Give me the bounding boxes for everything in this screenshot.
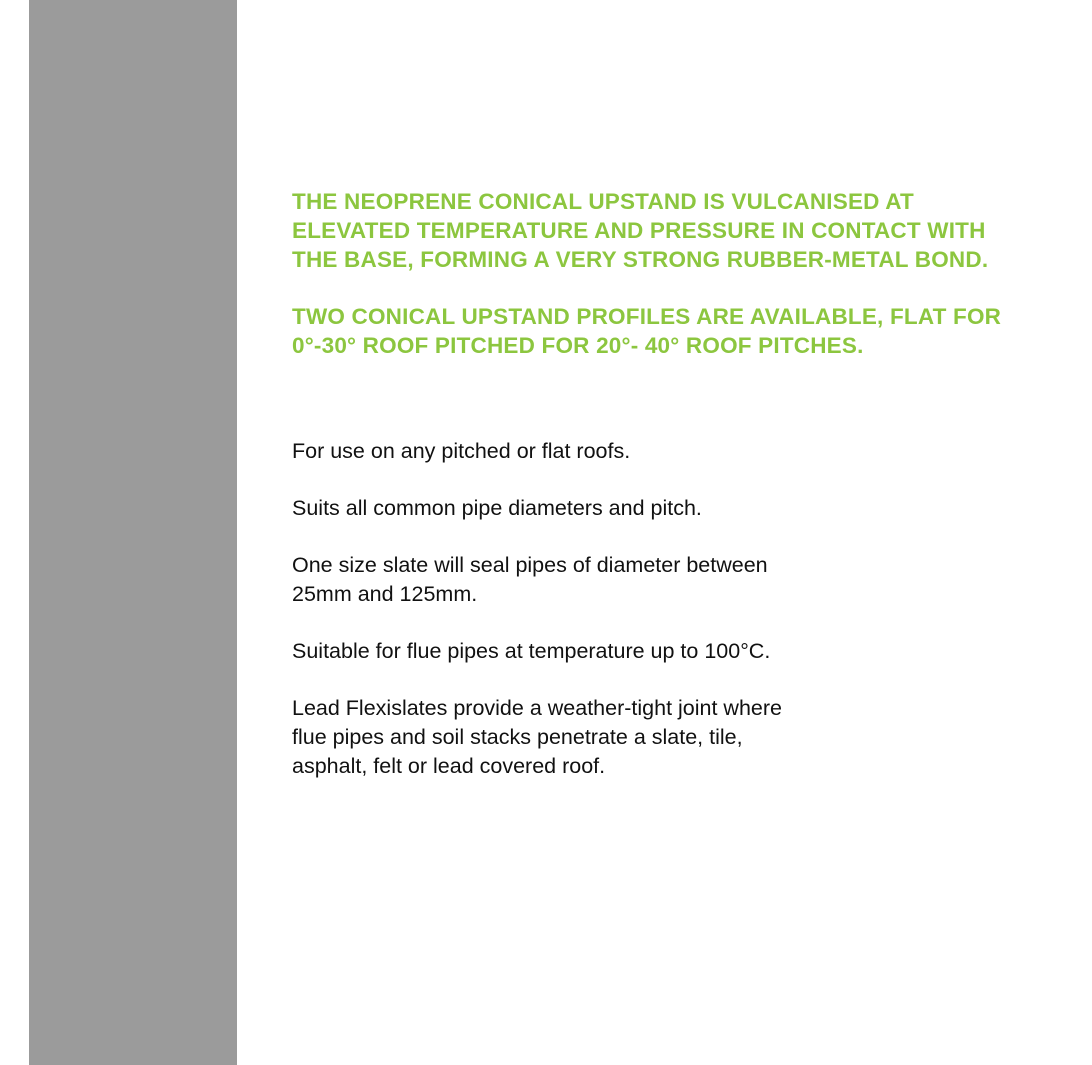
feature-size-range: One size slate will seal pipes of diameter between 25mm and 125mm. (292, 553, 768, 606)
feature-temperature: Suitable for flue pipes at temperature up to 100°C. (292, 639, 771, 663)
grey-side-bar (29, 0, 237, 1065)
feature-pipe-diameters: Suits all common pipe diameters and pitch. (292, 496, 702, 520)
feature-list (292, 437, 1032, 781)
feature-roof-use: For use on any pitched or flat roofs. (292, 439, 631, 463)
feature-weather-tight: Lead Flexislates provide a weather-tight joint where flue pipes and soil stacks penetrate a slate, tile, asphalt, felt or lead covered roof. (292, 696, 782, 778)
highlight-vulcanised-bond: THE NEOPRENE CONICAL UPSTAND IS VULCANISED AT ELEVATED TEMPERATURE AND PRESSURE IN CONTACT WITH THE BASE, FORMING A VERY STRONG RUBBER-METAL BOND. (292, 189, 989, 272)
highlight-upstand-profiles: TWO CONICAL UPSTAND PROFILES ARE AVAILABLE, FLAT FOR 0°-30° ROOF PITCHED FOR 20°- 40° ROOF PITCHES. (292, 304, 1002, 358)
product-description (292, 187, 1032, 781)
